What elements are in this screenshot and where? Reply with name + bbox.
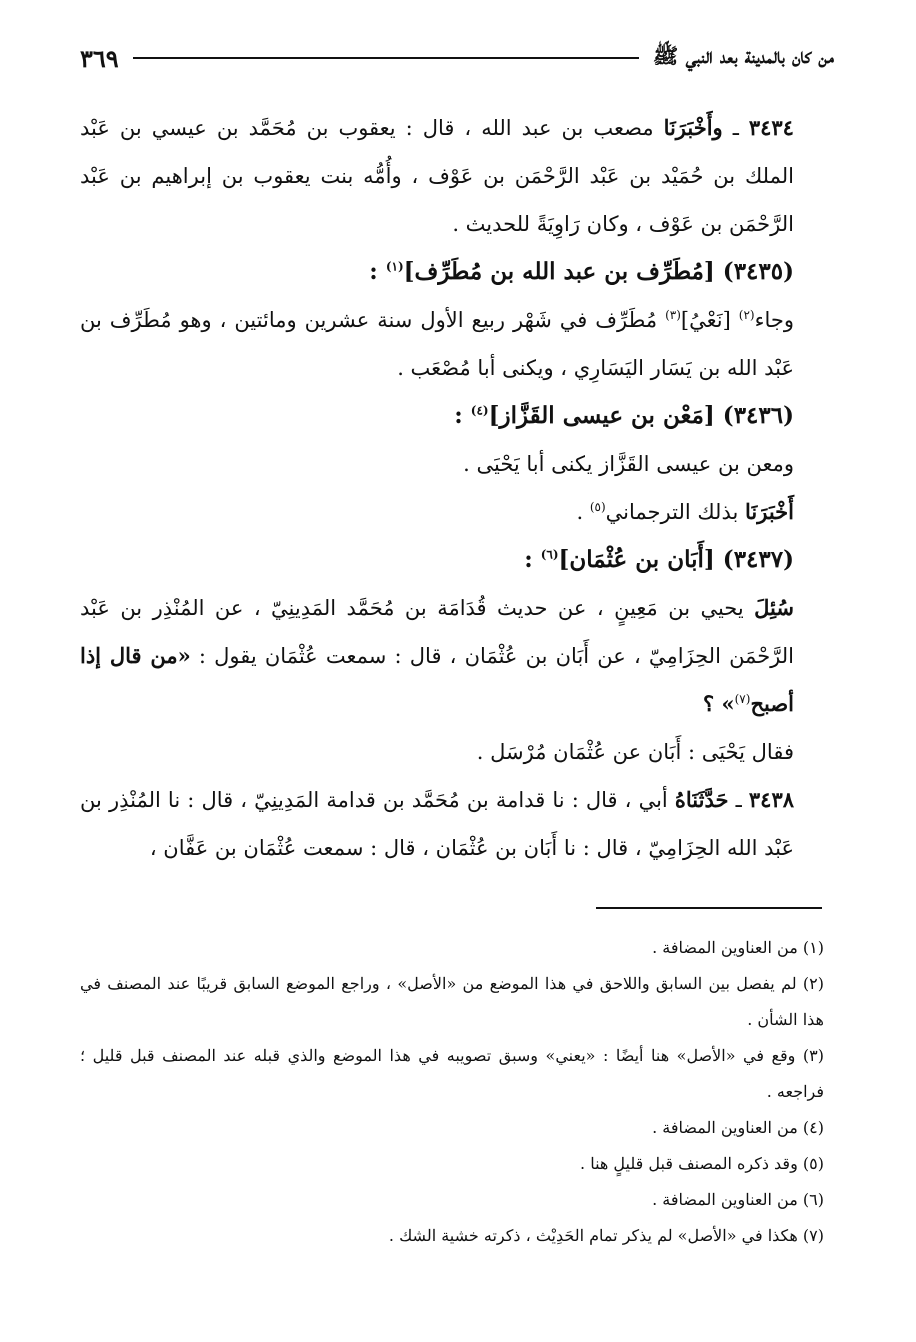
- entry-3434: [80, 104, 824, 248]
- heading-number: (٣٤٣٥): [722, 258, 794, 285]
- narration-marker: أَخْبَرَنَا: [745, 499, 794, 524]
- entry-3438: [80, 776, 824, 872]
- entry-3437-answer: فقال يَحْيَى : أَبَان عن عُثْمَان مُرْسَل .: [476, 740, 794, 764]
- entry-dash: ـ: [732, 116, 739, 140]
- entry-dash: ـ: [735, 788, 742, 812]
- footnote-text: لم يفصل بين السابق واللاحق في هذا الموضع من «الأصل» ، وراجع الموضع السابق قريبًا عند المصنف في هذا الشأن .: [80, 974, 824, 1029]
- quoted-hadith: «من قال إذا أصبح: [80, 643, 794, 716]
- footnote-ref: (٦): [540, 547, 559, 562]
- narration-marker: حَدَّثَنَاهُ: [674, 787, 729, 812]
- footnotes: [80, 930, 824, 1254]
- footnote-ref: (٤): [470, 403, 489, 418]
- footnote-6: [80, 1182, 824, 1218]
- footnote-ref: (٧): [734, 692, 751, 706]
- heading-number: (٣٤٣٧): [722, 546, 794, 573]
- footnote-ref: (٣): [665, 308, 681, 322]
- heading-colon: :: [454, 402, 463, 429]
- text-run: بذلك الترجماني: [605, 500, 739, 524]
- text-run: » ؟: [703, 691, 735, 716]
- footnote-number: (٥): [802, 1154, 824, 1173]
- narration-marker: وأَخْبَرَنَا: [663, 115, 723, 140]
- entry-number: ٣٤٣٨: [748, 787, 795, 812]
- heading-title: [مَعْن بن عيسى القَزَّاز]: [488, 402, 715, 429]
- footnote-3: [80, 1038, 824, 1110]
- footnote-1: [80, 930, 824, 966]
- text-run: [نَعْيُ]: [680, 308, 731, 332]
- heading-3435: [80, 248, 824, 296]
- header-rule: [133, 57, 639, 59]
- footnote-text: من العناوين المضافة .: [652, 1118, 798, 1137]
- footnote-number: (٢): [802, 974, 824, 993]
- footnote-separator: [596, 907, 822, 909]
- narration-marker: سُئِلَ: [754, 595, 794, 620]
- page-header: [80, 38, 834, 78]
- footnote-5: [80, 1146, 824, 1182]
- entry-3436-line1: ومعن بن عيسى القَزَّاز يكنى أبا يَحْيَى .: [463, 452, 794, 476]
- heading-number: (٣٤٣٦): [722, 402, 794, 429]
- heading-3436: [80, 392, 824, 440]
- heading-3437: [80, 536, 824, 584]
- running-title: من كان بالمدينة بعد النبي ﷺ: [652, 42, 834, 68]
- page-number: ٣٦٩: [80, 43, 119, 73]
- entry-number: ٣٤٣٤: [748, 115, 794, 140]
- footnote-text: وقع في «الأصل» هنا أيضًا : «يعني» وسبق تصويبه في هذا الموضع والذي قبله عند المصنف قبل قليل ؛ فراجعه .: [80, 1046, 824, 1101]
- footnote-4: [80, 1110, 824, 1146]
- entry-3436-line2: [80, 488, 824, 536]
- footnote-text: وقد ذكره المصنف قبل قليلٍ هنا .: [580, 1154, 798, 1173]
- text-run: مُطَرِّف في شَهْر ربيع الأول سنة عشرين ومائتين ، وهو مُطَرِّف بن عَبْد الله بن يَسَار اليَسَارِي ، ويكنى أبا مُصْعَب .: [80, 308, 794, 380]
- footnote-7: [80, 1218, 824, 1254]
- heading-colon: :: [369, 258, 378, 285]
- entry-text: مصعب بن عبد الله ، قال : يعقوب بن مُحَمَّد بن عيسي بن عَبْد الملك بن حُمَيْد بن عَبْد الرَّحْمَن بن عَوْف ، وأُمُّه بنت يعقوب بن إبراهيم بن عَبْد الرَّحْمَن بن عَوْف ، وكان رَاوِيَةً للحديث .: [80, 116, 794, 236]
- text-run: .: [576, 500, 584, 524]
- text-run: وجاء: [754, 308, 794, 332]
- text-run: يحيي بن مَعِينٍ ، عن حديث قُدَامَة بن مُحَمَّد المَدِينِيّ ، عن المُنْذِر بن عَبْد الرَّحْمَن الحِزَامِيّ ، عن أَبَان بن عُثْمَان ، قال : سمعت عُثْمَان يقول :: [80, 596, 794, 668]
- footnote-text: من العناوين المضافة .: [652, 1190, 798, 1209]
- entry-3435-text: [80, 296, 824, 392]
- footnote-ref: (٢): [738, 308, 755, 322]
- heading-title: [مُطَرِّف بن عبد الله بن مُطَرِّف]: [403, 258, 715, 285]
- footnote-number: (٣): [802, 1046, 825, 1065]
- footnote-number: (٦): [802, 1190, 824, 1209]
- footnote-number: (١): [802, 938, 824, 957]
- entry-text: أبي ، قال : نا قدامة بن مُحَمَّد بن قدامة المَدِينِيّ ، قال : نا المُنْذِر بن عَبْد الله الحِزَامِيّ ، قال : نا أَبَان بن عُثْمَان ، قال : سمعت عُثْمَان بن عَفَّان ،: [80, 788, 794, 860]
- footnote-ref: (٥): [589, 500, 606, 514]
- heading-title: [أَبَان بن عُثْمَان]: [558, 546, 715, 573]
- main-text: [80, 104, 824, 872]
- entry-3437-text: [80, 584, 824, 728]
- footnote-text: هكذا في «الأصل» لم يذكر تمام الحَدِيْث ، ذكرته خشية الشك .: [388, 1226, 798, 1245]
- footnote-text: من العناوين المضافة .: [652, 938, 798, 957]
- footnote-ref: (١): [385, 259, 404, 274]
- footnote-2: [80, 966, 824, 1038]
- heading-colon: :: [524, 546, 533, 573]
- footnote-number: (٤): [802, 1118, 824, 1137]
- footnote-number: (٧): [802, 1226, 824, 1245]
